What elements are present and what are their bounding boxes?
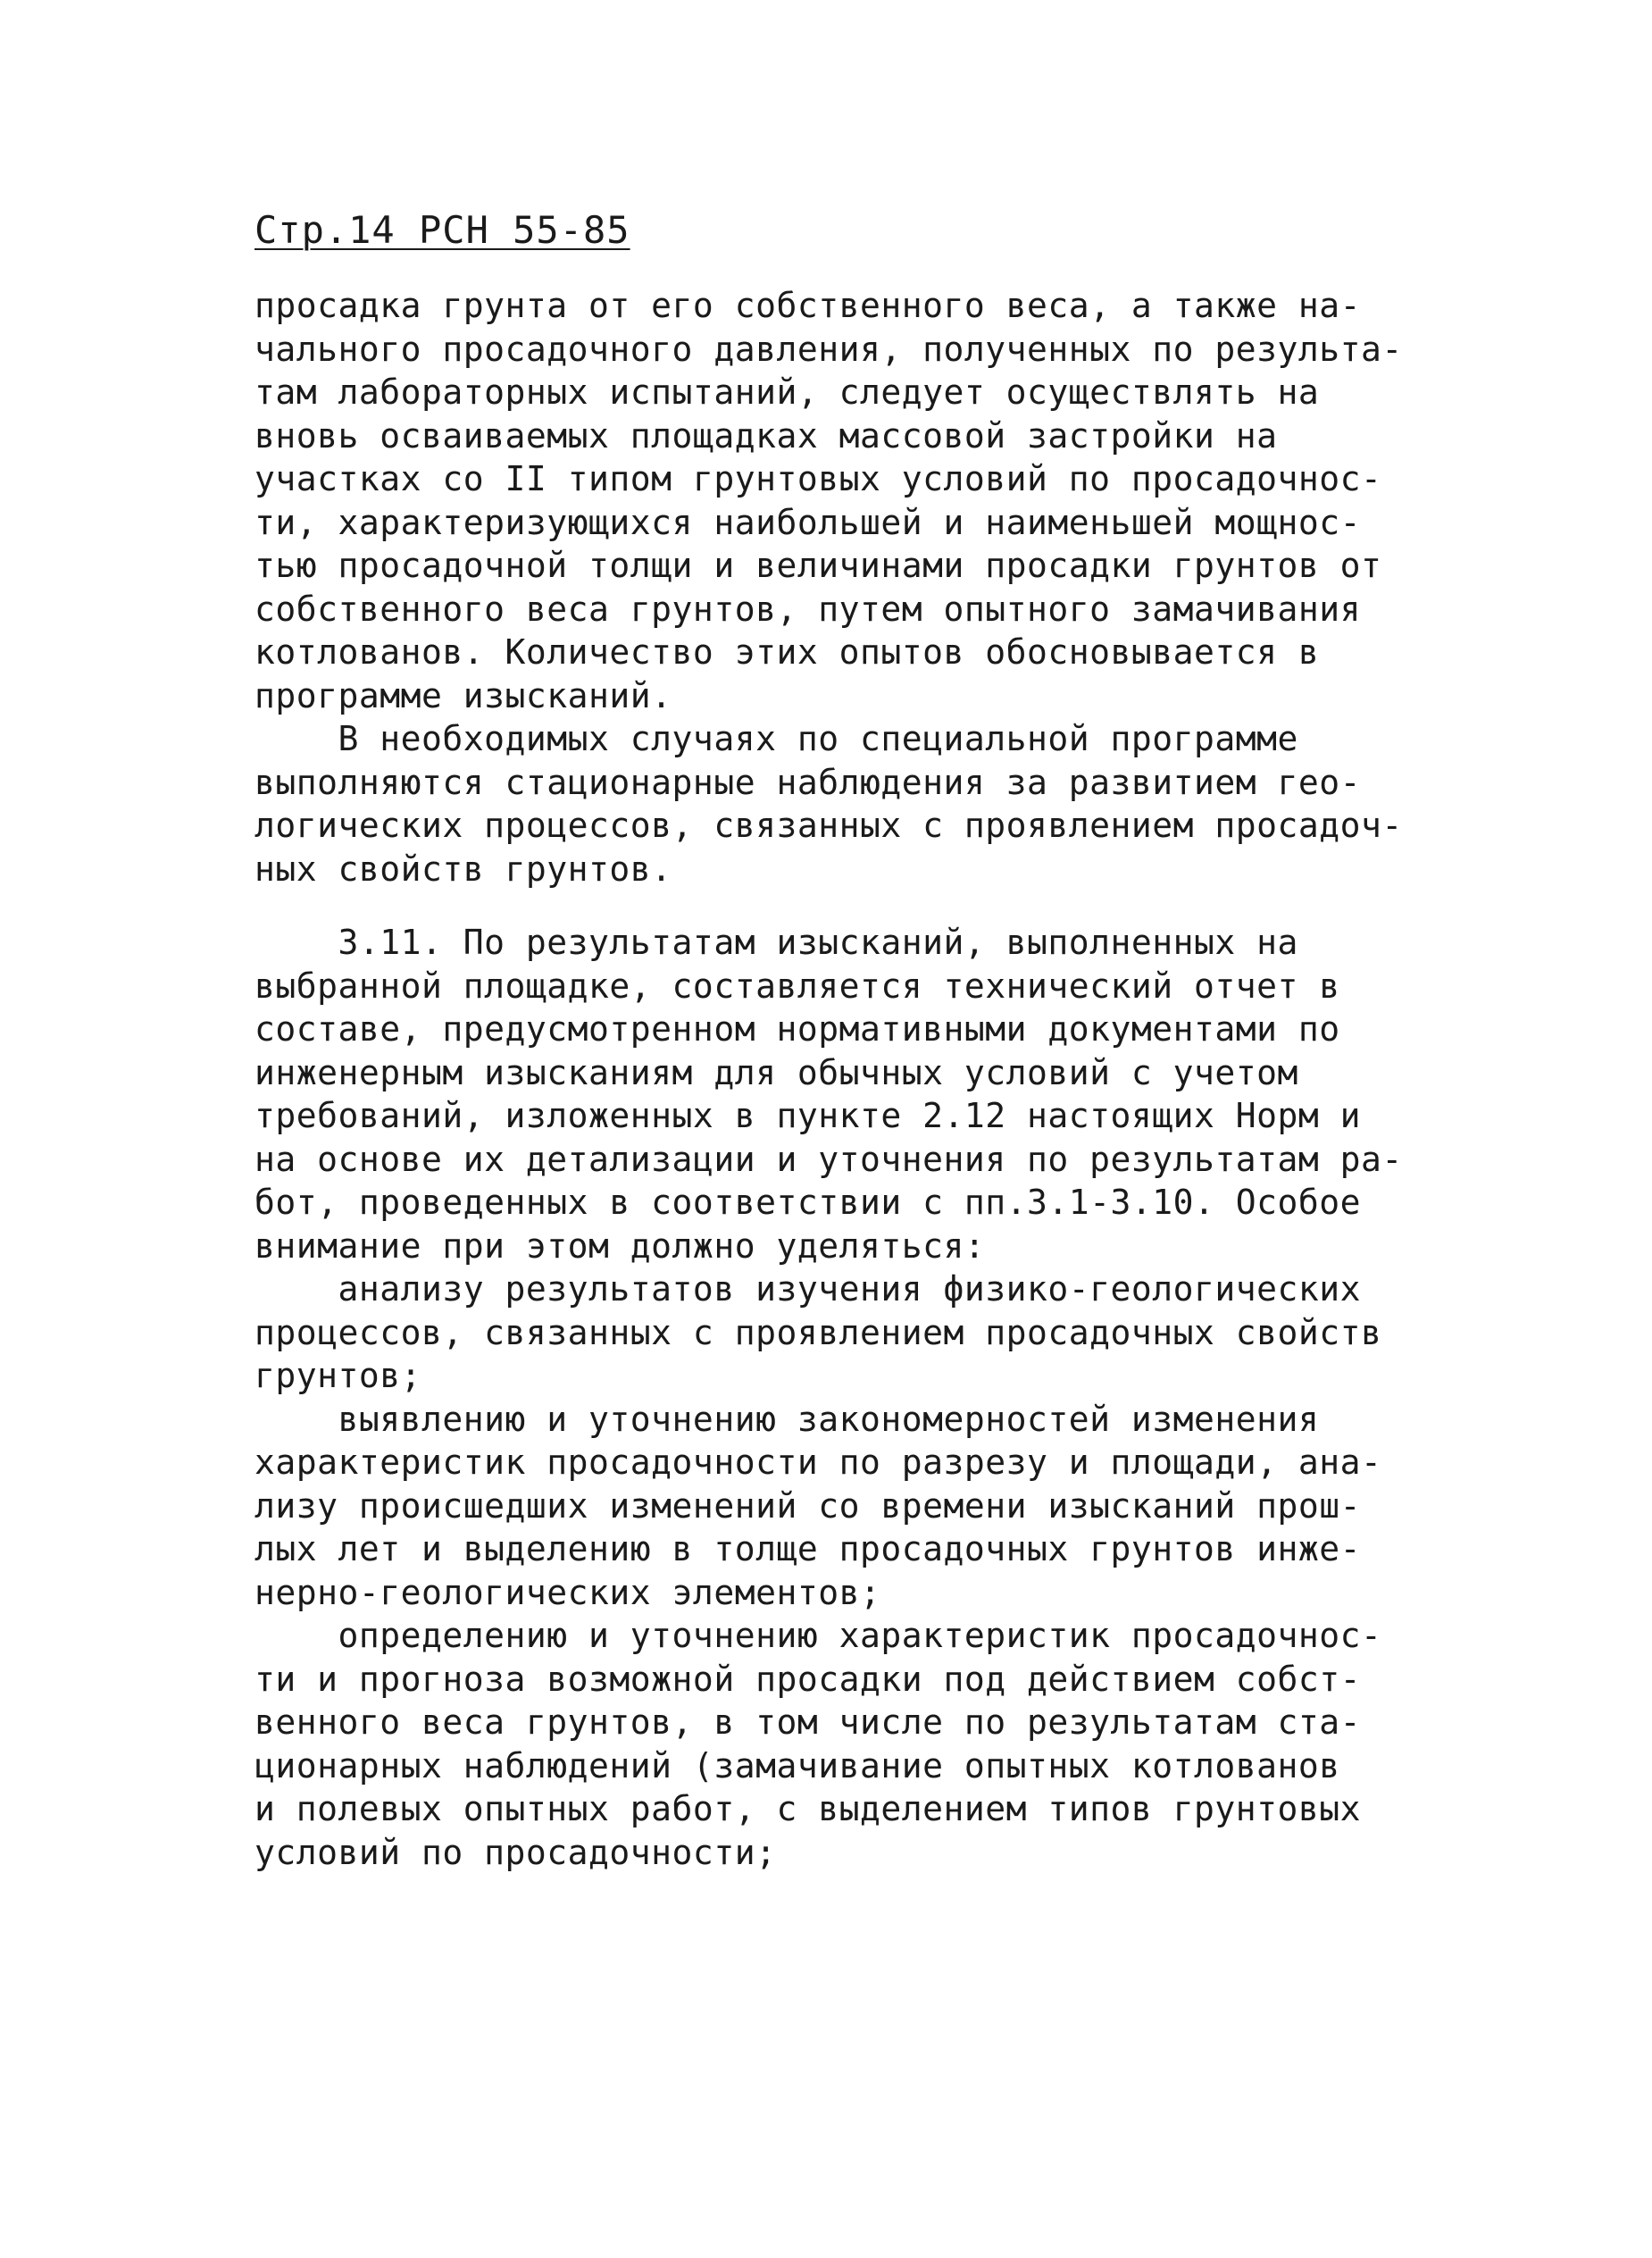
text-line: логических процессов, связанных с проявлением просадоч-	[254, 806, 1403, 845]
text-line: ти, характеризующихся наибольшей и наименьшей мощнос-	[254, 502, 1362, 542]
text-line: котлованов. Количество этих опытов обосновывается в	[254, 632, 1320, 672]
text-line: требований, изложенных в пункте 2.12 настоящих Норм и	[254, 1096, 1362, 1135]
text-line: внимание при этом должно уделяться:	[254, 1225, 986, 1266]
text-line: определению и уточнению характеристик просадочнос-	[254, 1616, 1382, 1655]
text-line: на основе их детализации и уточнения по результатам ра-	[254, 1139, 1403, 1179]
text-line: чального просадочного давления, полученных по результа-	[254, 329, 1403, 369]
text-line: программе изысканий.	[254, 675, 672, 715]
text-line: вновь осваиваемых площадках массовой застройки на	[254, 415, 1278, 456]
text-line: и полевых опытных работ, с выделением типов грунтовых	[254, 1789, 1362, 1828]
text-line: там лабораторных испытаний, следует осуществлять на	[254, 372, 1320, 412]
text-line: бот, проведенных в соответствии с пп.3.1-3.10. Особое	[254, 1183, 1362, 1222]
text-line: участках со II типом грунтовых условий по просадочнос-	[254, 459, 1382, 498]
body-text	[254, 284, 1406, 1874]
text-line: лизу происшедших изменений со времени изысканий прош-	[254, 1485, 1362, 1526]
text-line: процессов, связанных с проявлением просадочных свойств	[254, 1312, 1382, 1352]
text-line: венного веса грунтов, в том числе по результатам ста-	[254, 1702, 1362, 1742]
text-line: выбранной площадке, составляется технический отчет в	[254, 966, 1340, 1006]
text-line: 3.11. По результатам изысканий, выполненных на	[254, 923, 1298, 962]
text-line: В необходимых случаях по специальной программе	[254, 719, 1298, 758]
text-line: ных свойств грунтов.	[254, 849, 672, 889]
text-line: грунтов;	[254, 1356, 422, 1395]
text-line: просадка грунта от его собственного веса, а также на-	[254, 286, 1362, 325]
text-line: инженерным изысканиям для обычных условий с учетом	[254, 1052, 1298, 1092]
text-line: характеристик просадочности по разрезу и площади, ана-	[254, 1443, 1382, 1482]
paragraph-gap	[254, 891, 1406, 921]
text-line: тью просадочной толщи и величинами просадки грунтов от	[254, 546, 1382, 585]
page-header: Стр.14 РСН 55-85	[254, 208, 630, 252]
text-line: лых лет и выделению в толще просадочных грунтов инже-	[254, 1529, 1362, 1568]
text-line: выполняются стационарные наблюдения за развитием гео-	[254, 762, 1362, 802]
text-line: нерно-геологических элементов;	[254, 1572, 881, 1612]
text-line: условий по просадочности;	[254, 1832, 777, 1872]
text-line: составе, предусмотренном нормативными документами по	[254, 1009, 1340, 1049]
text-line: собственного веса грунтов, путем опытного замачивания	[254, 589, 1362, 629]
text-line: анализу результатов изучения физико-геологических	[254, 1269, 1362, 1309]
text-line: ти и прогноза возможной просадки под действием собст-	[254, 1659, 1362, 1699]
text-line: ционарных наблюдений (замачивание опытных котлованов	[254, 1745, 1340, 1785]
text-line: выявлению и уточнению закономерностей изменения	[254, 1399, 1320, 1439]
